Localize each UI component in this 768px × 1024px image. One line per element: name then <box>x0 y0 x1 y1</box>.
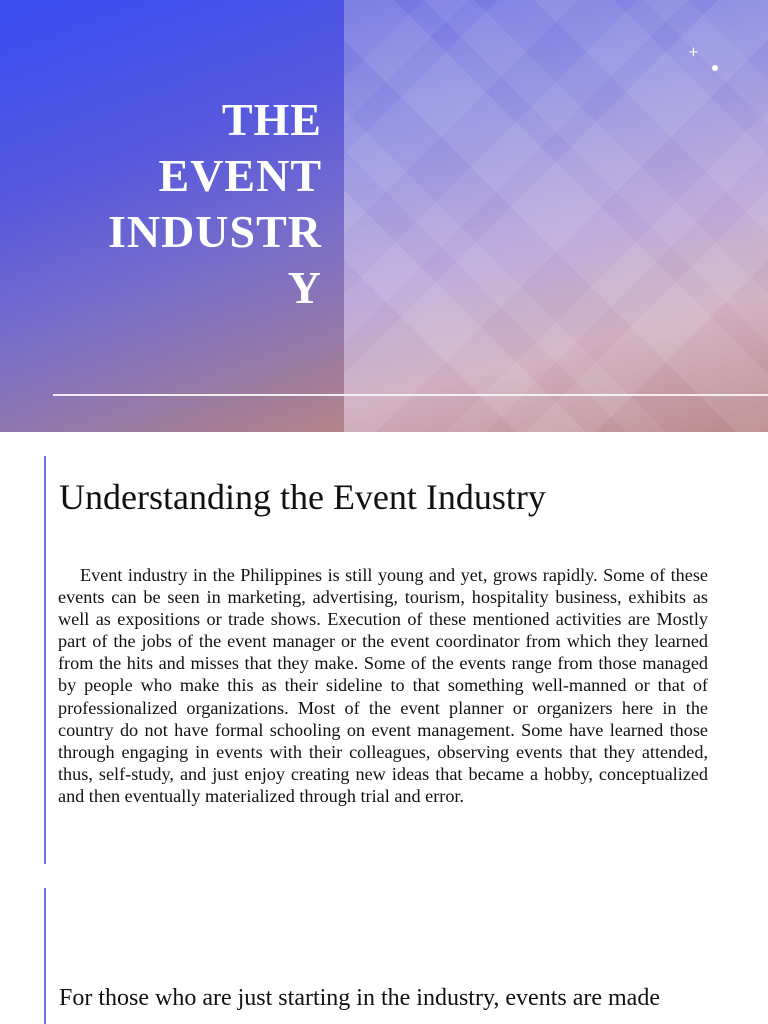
section-accent-bar <box>44 456 46 864</box>
next-section-text: For those who are just starting in the industry, events are made <box>59 985 660 1011</box>
section-accent-bar <box>44 888 46 1024</box>
cover-title <box>22 92 322 316</box>
sparkle-dot-icon <box>712 65 718 71</box>
section-heading: Understanding the Event Industry <box>59 477 546 517</box>
cover-title-line: Y <box>287 262 322 313</box>
sparkle-icon: + <box>688 45 699 60</box>
cover-title-line: INDUSTR <box>107 206 322 257</box>
cover-title-line: EVENT <box>158 150 322 201</box>
section-paragraph: Event industry in the Philippines is still young and yet, grows rapidly. Some of these events can be seen in marketing, advertising, tourism, hospitality business, exhibits as well as expositions or trade shows. Execution of these mentioned activities are Mostly part of the jobs of the event manager or the event coordinator from which they learned from the hits and misses that they make. Some of the events range from those managed by people who make this as their sideline to that something well-manned or that of professionalized organizations. Most of the event planner or organizers here in the country do not have formal schooling on event management. Some have learned those through engaging in events with their colleagues, observing events that they attended, thus, self-study, and just enjoy creating new ideas that became a hobby, conceptualized and then eventually materialized through trial and error. <box>58 565 708 806</box>
cover-pattern-panel <box>344 0 768 432</box>
cover-banner <box>0 0 768 432</box>
diagonal-stripe-pattern <box>344 0 768 432</box>
cover-divider <box>53 394 768 396</box>
cover-title-line: THE <box>221 94 322 145</box>
